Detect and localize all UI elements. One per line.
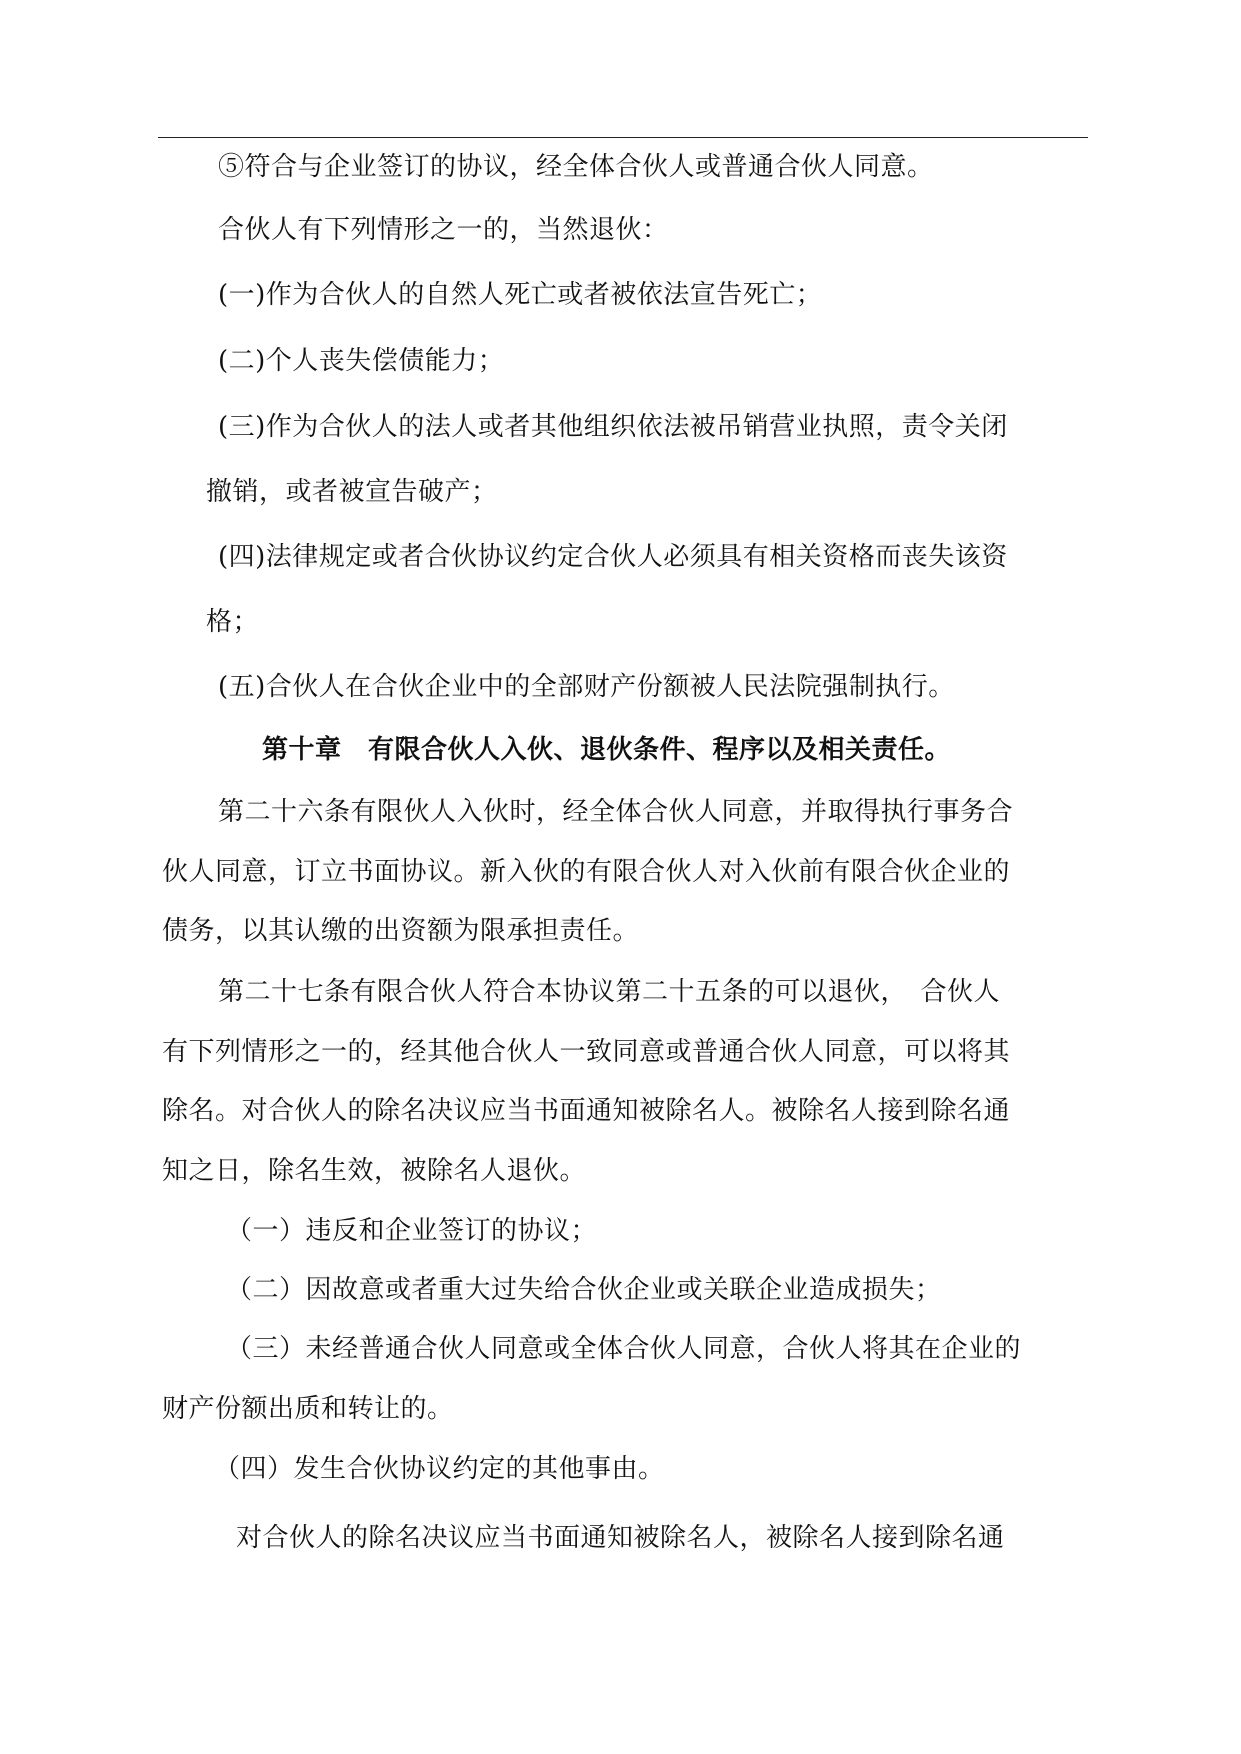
text-line: 对合伙人的除名决议应当书面通知被除名人，被除名人接到除名通 (236, 1523, 1005, 1553)
text-line: 知之日，除名生效，被除名人退伙。 (162, 1156, 587, 1186)
text-line: ⑤符合与企业签订的协议，经全体合伙人或普通合伙人同意。 (218, 152, 934, 182)
text-line: (二)个人丧失偿债能力； (218, 346, 505, 376)
text-line: 债务，以其认缴的出资额为限承担责任。 (162, 916, 640, 946)
text-line: 第二十六条有限伙人入伙时，经全体合伙人同意，并取得执行事务合 (218, 797, 1014, 827)
chapter-heading: 第十章 有限合伙人入伙、退伙条件、程序以及相关责任。 (262, 735, 952, 765)
text-line: (四)法律规定或者合伙协议约定合伙人必须具有相关资格而丧失该资 (218, 542, 1008, 572)
text-line: 伙人同意，订立书面协议。新入伙的有限合伙人对入伙前有限合伙企业的 (162, 857, 1011, 887)
text-line: 财产份额出质和转让的。 (162, 1394, 454, 1424)
header-rule (158, 137, 1088, 138)
text-line: （一）违反和企业签订的协议； (226, 1216, 598, 1246)
text-line: (五)合伙人在合伙企业中的全部财产份额被人民法院强制执行。 (218, 672, 955, 702)
text-line: （四）发生合伙协议约定的其他事由。 (214, 1454, 665, 1484)
text-line: 第二十七条有限合伙人符合本协议第二十五条的可以退伙， 合伙人 (218, 977, 1001, 1007)
text-line: (一)作为合伙人的自然人死亡或者被依法宣告死亡； (218, 280, 823, 310)
text-line: 有下列情形之一的，经其他合伙人一致同意或普通合伙人同意，可以将其 (162, 1037, 1011, 1067)
text-line: （三）未经普通合伙人同意或全体合伙人同意，合伙人将其在企业的 (226, 1334, 1022, 1364)
text-line: 合伙人有下列情形之一的，当然退伙： (218, 215, 669, 245)
text-line: 格； (206, 607, 260, 637)
text-line: 撤销，或者被宣告破产； (206, 477, 498, 507)
text-line: 除名。对合伙人的除名决议应当书面通知被除名人。被除名人接到除名通 (162, 1096, 1011, 1126)
text-line: （二）因故意或者重大过失给合伙企业或关联企业造成损失； (226, 1275, 942, 1305)
text-line: (三)作为合伙人的法人或者其他组织依法被吊销营业执照，责令关闭 (218, 412, 1008, 442)
